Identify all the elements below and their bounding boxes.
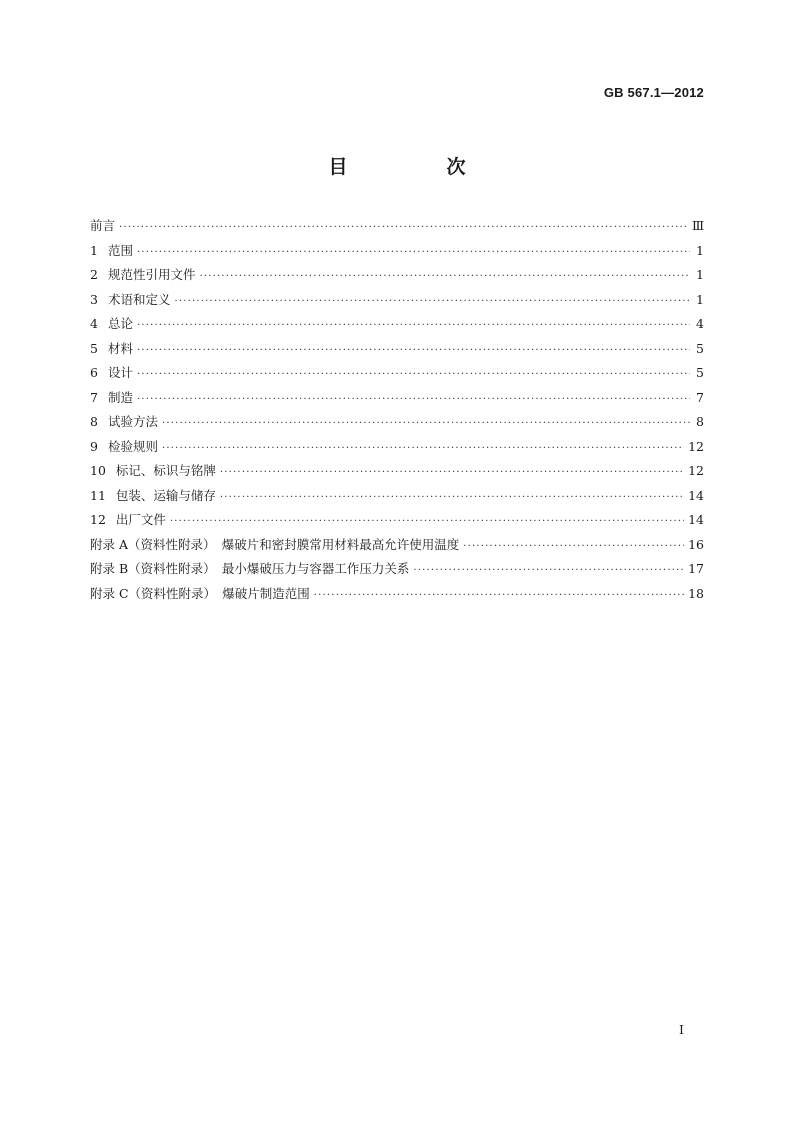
toc-entry[interactable] — [90, 535, 704, 560]
toc-entry-page: 14 — [688, 487, 704, 503]
toc-entry-number: 11 — [90, 487, 106, 503]
toc-leader-dots — [137, 394, 690, 405]
toc-entry-number: 4 — [90, 316, 98, 331]
toc-leader-dots — [137, 247, 690, 258]
toc-entry-label — [90, 584, 310, 602]
toc-entry-label — [90, 265, 195, 283]
toc-entry[interactable] — [90, 216, 704, 241]
toc-entry-text: 设计 — [107, 365, 133, 380]
toc-entry[interactable] — [90, 339, 704, 364]
toc-entry-label — [90, 290, 170, 308]
toc-entry-label — [90, 241, 133, 259]
toc-entry-page: 18 — [688, 585, 704, 601]
toc-entry-number: 5 — [90, 340, 98, 356]
toc-entry-page: 16 — [688, 536, 704, 552]
toc-leader-dots — [220, 467, 684, 478]
toc-entry[interactable] — [90, 486, 704, 511]
toc-entry-label — [90, 412, 158, 430]
toc-entry[interactable] — [90, 412, 704, 437]
standard-code: GB 567.1—2012 — [603, 85, 704, 100]
toc-entry-page: 7 — [696, 389, 704, 405]
toc-entry-page: 1 — [696, 291, 704, 307]
toc-entry-text: 制造 — [107, 389, 133, 405]
toc-entry-label — [90, 339, 133, 357]
toc-entry-label — [90, 314, 133, 332]
toc-entry[interactable] — [90, 314, 704, 339]
table-of-contents — [90, 216, 704, 608]
toc-entry-label — [90, 510, 166, 528]
toc-entry-text: 标记、标识与铭牌 — [115, 463, 216, 478]
toc-entry-page: 8 — [696, 414, 704, 429]
toc-entry-page: 17 — [688, 561, 704, 576]
toc-entry-page: 1 — [696, 267, 704, 282]
toc-entry-text: 规范性引用文件 — [107, 267, 196, 282]
toc-entry-page: 14 — [688, 512, 704, 527]
toc-leader-dots — [413, 565, 684, 576]
toc-leader-dots — [137, 369, 690, 380]
toc-entry-text: 附录 B（资料性附录） 最小爆破压力与容器工作压力关系 — [90, 561, 410, 576]
toc-entry-text: 范围 — [107, 242, 133, 258]
toc-entry-text: 术语和定义 — [107, 291, 171, 307]
toc-entry[interactable] — [90, 437, 704, 462]
toc-entry-number: 8 — [90, 414, 98, 429]
toc-entry-number: 7 — [90, 389, 98, 405]
toc-entry-label — [90, 388, 133, 406]
toc-entry-label — [90, 216, 115, 234]
toc-leader-dots — [162, 418, 690, 429]
toc-entry-page: Ⅲ — [691, 218, 704, 233]
toc-entry[interactable] — [90, 461, 704, 486]
toc-entry-label — [90, 461, 216, 479]
page-number: I — [679, 1022, 684, 1037]
toc-leader-dots — [463, 541, 684, 552]
toc-entry-text: 附录 C（资料性附录） 爆破片制造范围 — [90, 585, 310, 601]
toc-entry[interactable] — [90, 265, 704, 290]
toc-entry-number: 3 — [90, 291, 98, 307]
toc-entry[interactable] — [90, 363, 704, 388]
toc-entry-text: 总论 — [107, 316, 133, 331]
toc-entry-page: 5 — [696, 365, 704, 380]
toc-leader-dots — [199, 271, 690, 282]
toc-entry-page: 1 — [696, 242, 704, 258]
page-title: 目 次 — [328, 156, 506, 178]
toc-entry-text: 检验规则 — [107, 438, 158, 454]
toc-entry-number: 2 — [90, 267, 98, 282]
toc-entry-label — [90, 486, 216, 504]
toc-entry-label — [90, 535, 459, 553]
toc-entry-page: 4 — [696, 316, 704, 331]
toc-leader-dots — [137, 345, 690, 356]
toc-leader-dots — [174, 296, 690, 307]
toc-entry-number: 10 — [90, 463, 106, 478]
toc-entry[interactable] — [90, 388, 704, 413]
toc-entry-page: 12 — [688, 438, 704, 454]
toc-entry[interactable] — [90, 584, 704, 609]
toc-entry[interactable] — [90, 559, 704, 584]
toc-leader-dots — [220, 492, 684, 503]
toc-entry[interactable] — [90, 241, 704, 266]
toc-entry-text: 出厂文件 — [115, 512, 166, 527]
toc-entry-number: 12 — [90, 512, 106, 527]
toc-entry-label — [90, 437, 158, 455]
toc-leader-dots — [119, 222, 688, 233]
toc-entry-number: 9 — [90, 438, 98, 454]
toc-leader-dots — [137, 320, 690, 331]
toc-entry-label — [90, 559, 409, 577]
toc-entry-page: 5 — [696, 340, 704, 356]
toc-entry[interactable] — [90, 290, 704, 315]
toc-leader-dots — [170, 516, 684, 527]
toc-entry[interactable] — [90, 510, 704, 535]
toc-entry-number: 1 — [90, 242, 98, 258]
toc-entry-text: 前言 — [90, 218, 116, 233]
toc-leader-dots — [314, 590, 684, 601]
toc-entry-label — [90, 363, 133, 381]
toc-entry-text: 附录 A（资料性附录） 爆破片和密封膜常用材料最高允许使用温度 — [90, 536, 460, 552]
toc-leader-dots — [162, 443, 684, 454]
toc-entry-text: 包装、运输与储存 — [115, 487, 216, 503]
toc-entry-page: 12 — [688, 463, 704, 478]
toc-entry-text: 试验方法 — [107, 414, 158, 429]
toc-entry-text: 材料 — [107, 340, 133, 356]
toc-entry-number: 6 — [90, 365, 98, 380]
